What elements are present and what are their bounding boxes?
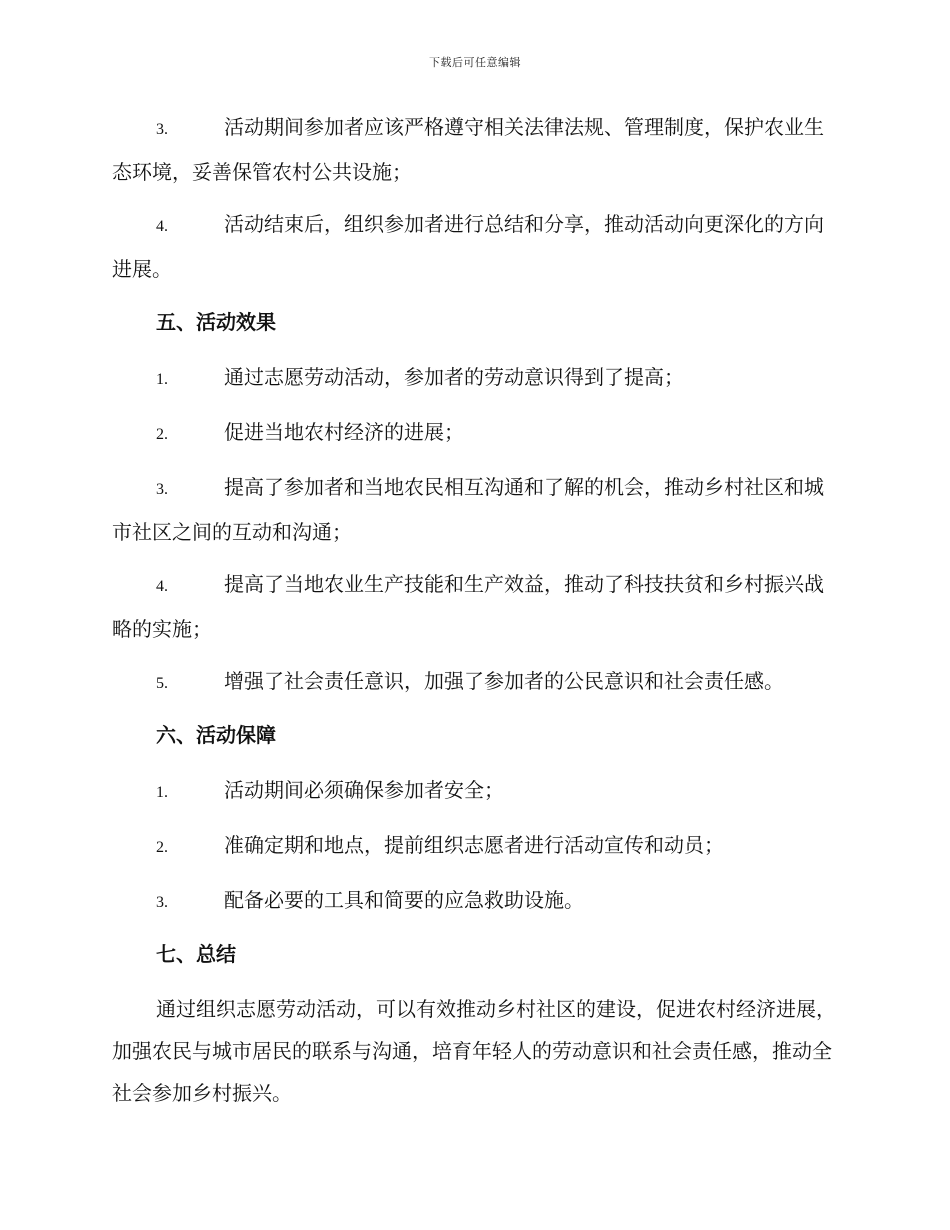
section-heading: 七、总结	[156, 942, 236, 966]
item-number: 2.	[156, 426, 168, 443]
list-item	[112, 660, 840, 705]
item-text: 活动期间必须确保参加者安全；	[224, 778, 504, 802]
list-item	[112, 411, 840, 456]
item-text: 活动期间参加者应该严格遵守相关法律法规、管理制度，保护农业生态环境，妥善保管农村公共设施；	[112, 115, 824, 184]
section-heading: 五、活动效果	[156, 310, 276, 334]
item-text: 提高了参加者和当地农民相互沟通和了解的机会，推动乡村社区和城市社区之间的互动和沟通；	[112, 475, 824, 544]
item-number: 2.	[156, 839, 168, 856]
item-number: 3.	[156, 481, 168, 498]
item-text: 准确定期和地点，提前组织志愿者进行活动宣传和动员；	[224, 833, 724, 857]
list-item	[112, 824, 840, 869]
item-text: 促进当地农村经济的进展；	[224, 420, 464, 444]
list-item	[112, 356, 840, 401]
item-number: 4.	[156, 218, 168, 235]
item-number: 1.	[156, 784, 168, 801]
list-item	[112, 106, 840, 193]
list-item	[112, 466, 840, 553]
item-text: 活动结束后，组织参加者进行总结和分享，推动活动向更深化的方向进展。	[112, 212, 824, 281]
item-number: 3.	[156, 121, 168, 138]
list-item	[112, 769, 840, 814]
item-text: 通过志愿劳动活动，参加者的劳动意识得到了提高；	[224, 365, 684, 389]
list-item	[112, 879, 840, 924]
item-number: 1.	[156, 371, 168, 388]
list-item	[112, 563, 840, 650]
item-number: 3.	[156, 894, 168, 911]
page-header: 下载后可任意编辑	[429, 56, 521, 69]
item-text: 配备必要的工具和简要的应急救助设施。	[224, 888, 584, 912]
list-item	[112, 203, 840, 290]
item-text: 增强了社会责任意识，加强了参加者的公民意识和社会责任感。	[224, 669, 784, 693]
section-heading: 六、活动保障	[156, 723, 276, 747]
item-number: 4.	[156, 578, 168, 595]
item-text: 提高了当地农业生产技能和生产效益，推动了科技扶贫和乡村振兴战略的实施；	[112, 572, 824, 641]
item-number: 5.	[156, 675, 168, 692]
summary-paragraph: 通过组织志愿劳动活动，可以有效推动乡村社区的建设，促进农村经济进展，加强农民与城市居民的联系与沟通，培育年轻人的劳动意识和社会责任感，推动全社会参加乡村振兴。	[112, 997, 836, 1105]
